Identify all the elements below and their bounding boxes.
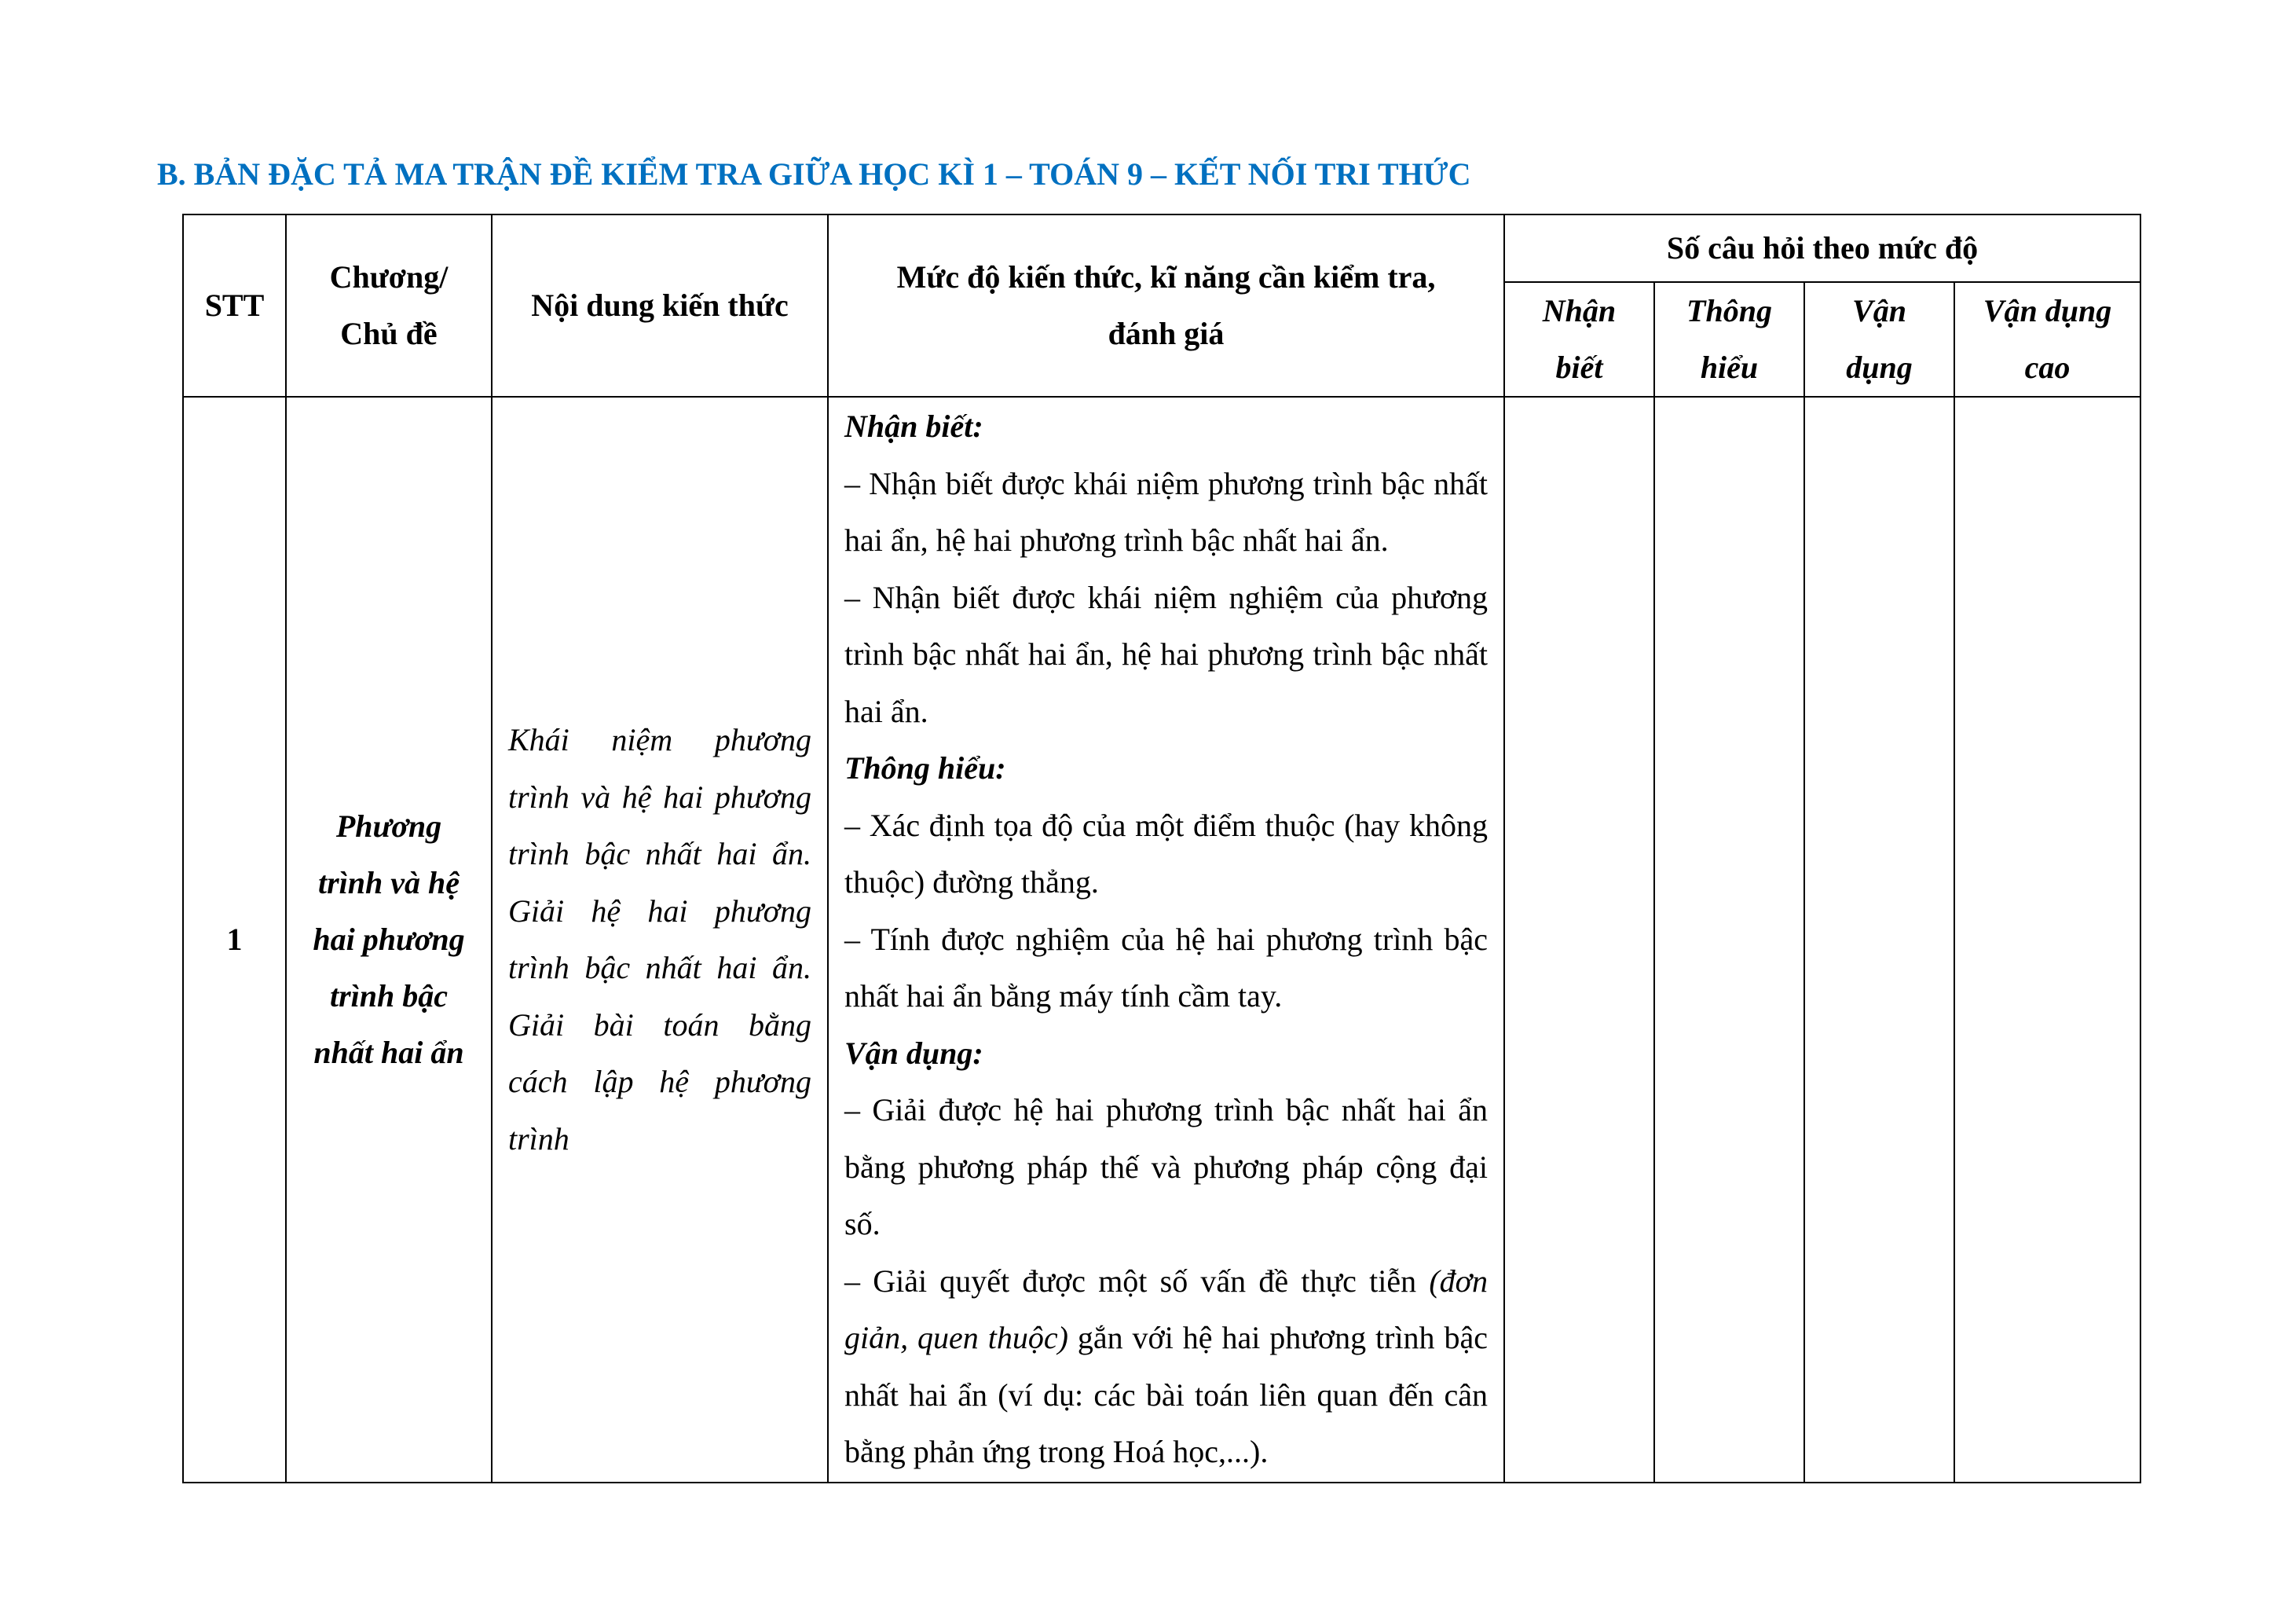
header-levels bbox=[828, 214, 1504, 397]
header-stt bbox=[183, 214, 286, 397]
level-item-van-dung-2 bbox=[844, 1253, 1488, 1481]
level-item-thong-hieu-2: – Tính được nghiệm của hệ hai phương trình bậc nhất hai ẩn bằng máy tính cầm tay. bbox=[844, 921, 1488, 1014]
subheader-van-dung bbox=[1804, 282, 1954, 397]
row-count-van-dung-cao bbox=[1954, 397, 2140, 1483]
header-chapter-line1: Chương/ bbox=[329, 259, 449, 295]
document-title: B. BẢN ĐẶC TẢ MA TRẬN ĐỀ KIỂM TRA GIỮA HỌC KÌ 1 – TOÁN 9 – KẾT NỐI TRI THỨC bbox=[157, 156, 1471, 192]
row-count-nhan-biet bbox=[1504, 397, 1654, 1483]
header-question-count-group bbox=[1504, 214, 2140, 282]
header-chapter bbox=[286, 214, 492, 397]
specification-matrix-table bbox=[182, 214, 2141, 1483]
subheader-thong-hieu bbox=[1654, 282, 1804, 397]
header-content-label: Nội dung kiến thức bbox=[531, 288, 789, 323]
subheader-thong-hieu-line2: hiểu bbox=[1700, 350, 1759, 385]
level-heading-van-dung: Vận dụng: bbox=[844, 1035, 983, 1071]
row-levels bbox=[828, 397, 1504, 1483]
level-item-van-dung-1: – Giải được hệ hai phương trình bậc nhất hai ẩn bằng phương pháp thế và phương pháp cộng đại số. bbox=[844, 1092, 1488, 1242]
subheader-van-dung-line1: Vận bbox=[1852, 293, 1906, 328]
header-chapter-line2: Chủ đề bbox=[340, 316, 438, 351]
subheader-van-dung-cao-line2: cao bbox=[2024, 350, 2071, 385]
row-count-van-dung bbox=[1804, 397, 1954, 1483]
level-item-van-dung-2-part-a: – Giải quyết được một số vấn đề thực tiễn bbox=[844, 1263, 1430, 1299]
header-stt-label: STT bbox=[204, 288, 265, 323]
level-item-thong-hieu-1: – Xác định tọa độ của một điểm thuộc (hay không thuộc) đường thẳng. bbox=[844, 807, 1488, 900]
subheader-van-dung-line2: dụng bbox=[1846, 350, 1913, 385]
header-levels-line1: Mức độ kiến thức, kĩ năng cần kiểm tra, bbox=[896, 259, 1436, 295]
subheader-thong-hieu-line1: Thông bbox=[1686, 293, 1772, 328]
row-count-thong-hieu bbox=[1654, 397, 1804, 1483]
header-row bbox=[183, 214, 2140, 282]
subheader-van-dung-cao-line1: Vận dụng bbox=[1983, 293, 2112, 328]
row-content: Khái niệm phương trình và hệ hai phương trình bậc nhất hai ẩn. Giải hệ hai phương trình bậc nhất hai ẩn. Giải bài toán bằng cách lập hệ phương trình bbox=[492, 397, 828, 1483]
level-item-van-dung-2-part-b: (đơn giản, quen thuộc) bbox=[844, 1263, 1488, 1356]
header-levels-line2: đánh giá bbox=[1108, 316, 1225, 351]
subheader-van-dung-cao bbox=[1954, 282, 2140, 397]
level-item-van-dung-2-part-c: gắn với hệ hai phương trình bậc nhất hai ẩn (ví dụ: các bài toán liên quan đến cân bằng phản ứng trong Hoá học,...). bbox=[844, 1320, 1489, 1470]
subheader-nhan-biet-line2: biết bbox=[1555, 350, 1603, 385]
header-content bbox=[492, 214, 828, 397]
header-question-count-label: Số câu hỏi theo mức độ bbox=[1666, 230, 1979, 266]
row-chapter: Phương trình và hệ hai phương trình bậc nhất hai ẩn bbox=[286, 397, 492, 1483]
level-heading-thong-hieu: Thông hiểu: bbox=[844, 750, 1006, 786]
table-row bbox=[183, 397, 2140, 1483]
subheader-nhan-biet-line1: Nhận bbox=[1542, 293, 1617, 328]
level-item-nhan-biet-2: – Nhận biết được khái niệm nghiệm của phương trình bậc nhất hai ẩn, hệ hai phương trình bậc nhất hai ẩn. bbox=[844, 579, 1488, 729]
subheader-nhan-biet bbox=[1504, 282, 1654, 397]
level-heading-nhan-biet: Nhận biết: bbox=[844, 409, 983, 445]
level-item-nhan-biet-1: – Nhận biết được khái niệm phương trình bậc nhất hai ẩn, hệ hai phương trình bậc nhất hai ẩn. bbox=[844, 465, 1488, 559]
row-stt: 1 bbox=[183, 397, 286, 1483]
